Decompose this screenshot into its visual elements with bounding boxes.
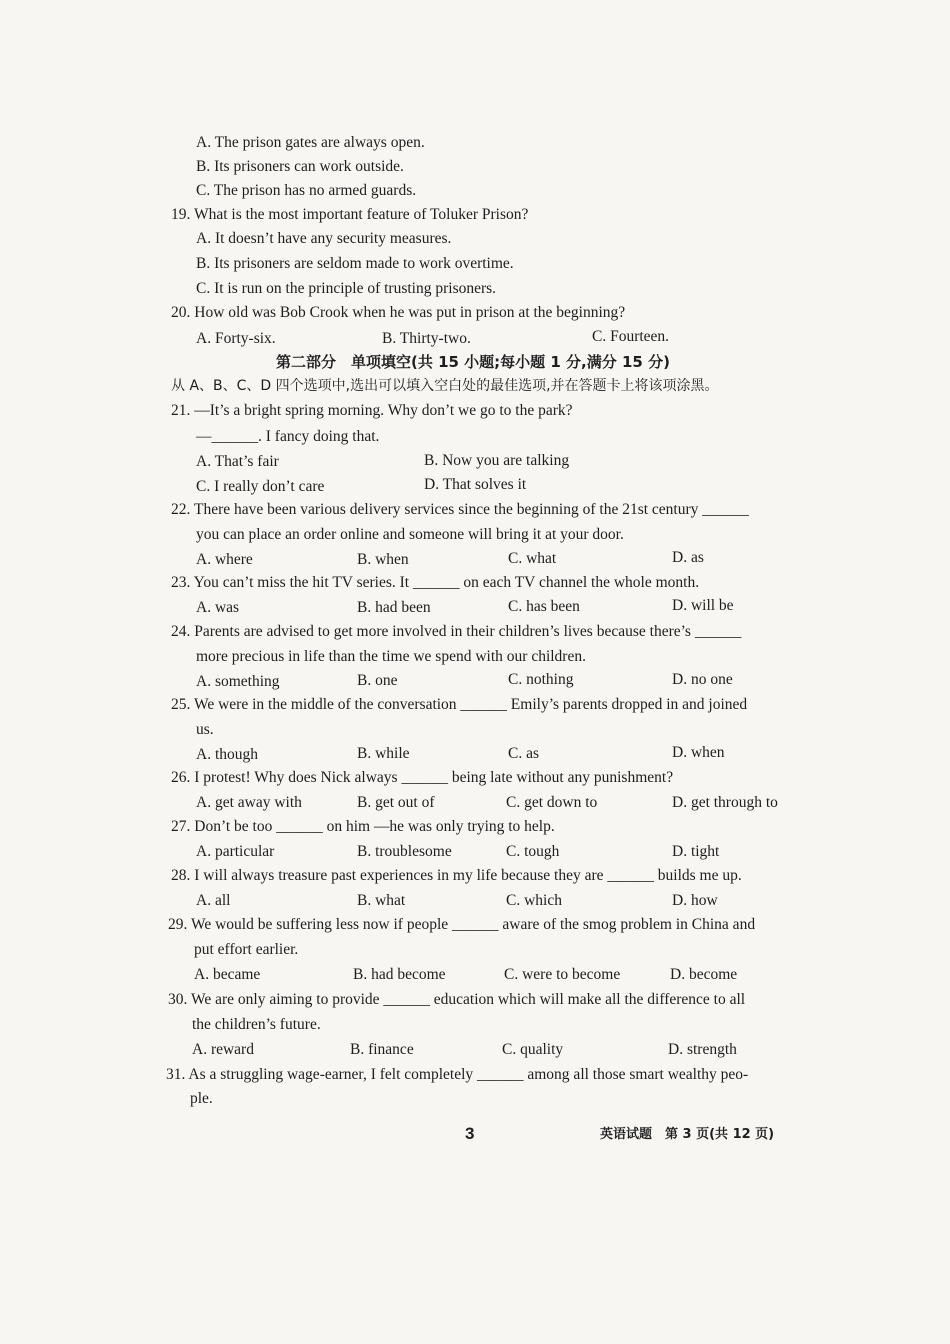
- q21-option-d: D. That solves it: [424, 476, 527, 493]
- q24-option-a: A. something: [196, 673, 280, 690]
- q22-option-c: C. what: [508, 550, 557, 567]
- q28-option-c: C. which: [506, 892, 562, 909]
- q30-option-a: A. reward: [192, 1041, 254, 1058]
- q25-stem-cont: us.: [196, 721, 214, 738]
- q26-option-d: D. get through to: [672, 794, 778, 811]
- q22-stem: 22. There have been various delivery services since the beginning of the 21st century ______: [171, 501, 749, 518]
- q29-stem-cont: put effort earlier.: [194, 941, 299, 958]
- q21-stem-response: —______. I fancy doing that.: [196, 428, 380, 445]
- q23-option-c: C. has been: [508, 598, 580, 615]
- q24-stem: 24. Parents are advised to get more involved in their children’s lives because there’s ______: [171, 623, 742, 640]
- page-number: 3: [465, 1124, 475, 1143]
- q20-option-c: C. Fourteen.: [592, 328, 670, 345]
- q18-option-a: A. The prison gates are always open.: [196, 134, 425, 151]
- q25-stem: 25. We were in the middle of the conversation ______ Emily’s parents dropped in and joined: [171, 696, 748, 713]
- q21-stem: 21. —It’s a bright spring morning. Why don’t we go to the park?: [171, 402, 573, 419]
- q21-option-c: C. I really don’t care: [196, 478, 325, 495]
- q20-option-a: A. Forty-six.: [196, 330, 276, 347]
- q23-option-d: D. will be: [672, 597, 734, 614]
- q30-stem: 30. We are only aiming to provide ______ education which will make all the difference to all: [168, 991, 746, 1008]
- q24-option-c: C. nothing: [508, 671, 574, 688]
- q27-option-d: D. tight: [672, 843, 720, 860]
- q30-option-d: D. strength: [668, 1041, 737, 1058]
- q23-stem: 23. You can’t miss the hit TV series. It ______ on each TV channel the whole month.: [171, 574, 700, 591]
- q19-option-b: B. Its prisoners are seldom made to work overtime.: [196, 255, 514, 272]
- q19-option-a: A. It doesn’t have any security measures.: [196, 230, 452, 247]
- q27-stem: 27. Don’t be too ______ on him —he was only trying to help.: [171, 818, 555, 835]
- q30-stem-cont: the children’s future.: [192, 1016, 321, 1033]
- q18-option-c: C. The prison has no armed guards.: [196, 182, 417, 199]
- q25-option-c: C. as: [508, 745, 539, 762]
- q31-stem-cont: ple.: [190, 1090, 213, 1107]
- q24-option-b: B. one: [357, 672, 398, 689]
- q21-option-a: A. That’s fair: [196, 453, 279, 470]
- q19-stem: 19. What is the most important feature of Toluker Prison?: [171, 206, 529, 223]
- q22-option-d: D. as: [672, 549, 704, 566]
- q21-option-b: B. Now you are talking: [424, 452, 570, 469]
- q19-option-c: C. It is run on the principle of trusting prisoners.: [196, 280, 497, 297]
- q31-stem: 31. As a struggling wage-earner, I felt completely ______ among all those smart wealthy peo-: [166, 1066, 749, 1083]
- q22-option-a: A. where: [196, 551, 253, 568]
- q30-option-b: B. finance: [350, 1041, 414, 1058]
- q25-option-a: A. though: [196, 746, 258, 763]
- q24-option-d: D. no one: [672, 671, 733, 688]
- q29-option-a: A. became: [194, 966, 261, 983]
- q22-option-b: B. when: [357, 551, 409, 568]
- section-header: 第二部分 单项填空(共 15 小题;每小题 1 分,满分 15 分): [276, 353, 670, 371]
- q27-option-a: A. particular: [196, 843, 275, 860]
- q26-option-c: C. get down to: [506, 794, 598, 811]
- q30-option-c: C. quality: [502, 1041, 564, 1058]
- q23-option-b: B. had been: [357, 599, 431, 616]
- q25-option-d: D. when: [672, 744, 725, 761]
- q20-stem: 20. How old was Bob Crook when he was put in prison at the beginning?: [171, 304, 626, 321]
- q28-stem: 28. I will always treasure past experiences in my life because they are ______ builds me up.: [171, 867, 742, 884]
- q18-option-b: B. Its prisoners can work outside.: [196, 158, 404, 175]
- page-footer-label: 英语试题 第 3 页(共 12 页): [600, 1127, 775, 1142]
- section-instruction: 从 A、B、C、D 四个选项中,选出可以填入空白处的最佳选项,并在答题卡上将该项涂黑。: [171, 378, 719, 394]
- q28-option-a: A. all: [196, 892, 231, 909]
- q26-option-b: B. get out of: [357, 794, 435, 811]
- q23-option-a: A. was: [196, 599, 240, 616]
- q28-option-b: B. what: [357, 892, 406, 909]
- q24-stem-cont: more precious in life than the time we spend with our children.: [196, 648, 586, 665]
- q29-stem: 29. We would be suffering less now if people ______ aware of the smog problem in China and: [168, 916, 756, 933]
- q28-option-d: D. how: [672, 892, 718, 909]
- q29-option-d: D. become: [670, 966, 738, 983]
- q26-stem: 26. I protest! Why does Nick always ______ being late without any punishment?: [171, 769, 674, 786]
- q20-option-b: B. Thirty-two.: [382, 330, 471, 347]
- q25-option-b: B. while: [357, 745, 410, 762]
- q29-option-b: B. had become: [353, 966, 446, 983]
- q27-option-c: C. tough: [506, 843, 560, 860]
- q22-stem-cont: you can place an order online and someone will bring it at your door.: [196, 526, 624, 543]
- q27-option-b: B. troublesome: [357, 843, 452, 860]
- q29-option-c: C. were to become: [504, 966, 621, 983]
- q26-option-a: A. get away with: [196, 794, 302, 811]
